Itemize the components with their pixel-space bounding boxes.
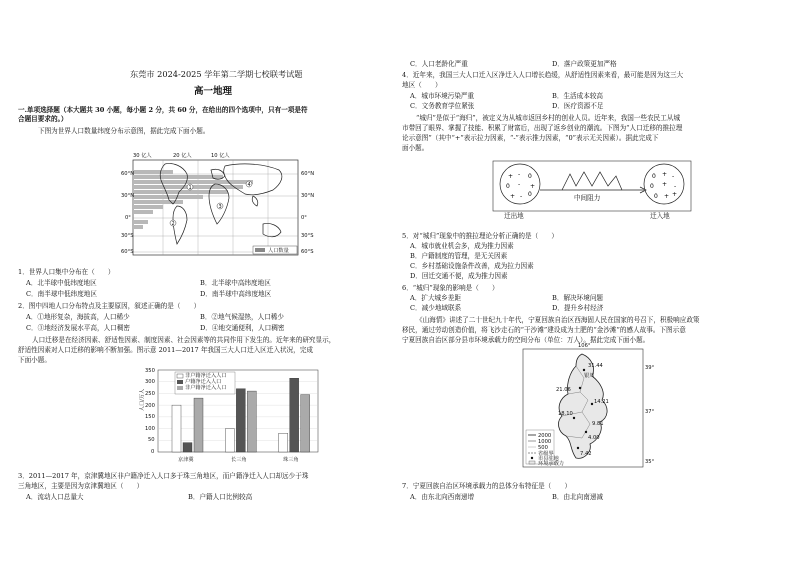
q5-option-b: B．户籍制度的管理，是无关因素 <box>410 252 508 260</box>
q6-stem: 6．“城归”现象的影响是（ ） <box>402 284 499 292</box>
rightsigns-sign-2: - <box>672 173 675 180</box>
q6-option-b: B．解决环境问题 <box>552 294 604 302</box>
q5-option-d: D．回迁交通不便，成为推力因素 <box>410 272 508 280</box>
bar-2-0 <box>279 433 288 452</box>
q5-stem: 5．对“城归”现象中的推拉理论分析正确的是（ ） <box>402 232 558 240</box>
intro4-line2: 移民，通过劳动创造价值，将飞沙走石的“干沙滩”建设成为土肥的“金沙滩”的感人故事。下图示意 <box>402 326 686 334</box>
q1-option-b: B．北半球中高纬度地区 <box>200 279 271 287</box>
lat-left-4: 30°S <box>121 233 134 239</box>
city-yinchuan: 银川 <box>584 373 595 379</box>
q2-option-d: D．④地交通便利，人口稠密 <box>200 324 285 332</box>
rightsigns-sign-1: + <box>662 171 668 178</box>
q7-option-a: A．由东北向西南递增 <box>410 493 475 501</box>
exam-title: 东莞市 2024-2025 学年第二学期七校联考试题 <box>130 69 303 79</box>
ytick-350: 350 <box>145 368 155 374</box>
legend-swatch-3 <box>177 386 183 390</box>
intro2-line3: 下面小题。 <box>18 356 51 364</box>
intro4-line1: 《山海情》讲述了二十世纪九十年代，宁夏回族自治区西海固人民在国家的号召下，积极响应政策 <box>416 316 700 324</box>
intro2-line1: 人口迁移是在经济因素、舒适性因素、制度因素、社会因素等的共同作用下发生的。近年来的研究显示， <box>32 336 336 344</box>
q6-option-a: A．扩大城乡差距 <box>410 294 461 302</box>
ytick-300: 300 <box>145 379 155 385</box>
q4-option-d: D．医疗资源不足 <box>552 102 604 110</box>
intro3-line1: “城归”是似于“海归”，被定义为从城市返回乡村的创业人员。近年来，我国一些农民工从城 <box>416 114 681 122</box>
push-pull-diagram <box>492 160 692 224</box>
map-legend: 人口数量 <box>268 248 289 254</box>
lat-right-3: 0° <box>301 215 307 221</box>
q3-stem-1: 3．2011—2017 年，京津冀地区非户籍净迁入人口多于珠三角地区，而户籍净迁入人口却远少于珠 <box>18 472 309 480</box>
q4-option-b: B．生活成本较高 <box>552 92 604 100</box>
intro4-line3: 宁夏回族自治区部分县市环境承载力的空间分布（单位：万人）。据此完成下面小题。 <box>402 336 650 344</box>
category-zsj: 珠三角 <box>283 457 299 463</box>
q3-option-b: B．户籍人口比例较高 <box>188 493 253 501</box>
ytick-100: 100 <box>145 426 155 432</box>
legend-swatch-1 <box>177 374 183 378</box>
leftsigns-sign-4: - <box>518 181 521 188</box>
intro3-line2: 市带回了眼界、掌握了技能、积累了财富后，出现了返乡创业的潮流。下图为“人口迁移的推拉理 <box>402 124 683 132</box>
origin-label: 迁出地 <box>504 212 524 220</box>
bar-2-2 <box>301 395 310 452</box>
lat-left-5: 60°S <box>121 249 134 255</box>
ningxia-map <box>522 343 662 472</box>
bar-1-0 <box>225 429 234 452</box>
leftsigns-sign-8: 0 <box>528 191 532 198</box>
bar-0-1 <box>183 443 192 452</box>
q3-option-c: C．人口老龄化严重 <box>410 60 468 68</box>
q6-option-d: D．提升乡村经济 <box>552 304 604 312</box>
value-6: 4.00 <box>588 435 600 441</box>
q5-option-c: C．乡村基础设施条件改善，成为拉力因素 <box>410 262 534 270</box>
right-column <box>402 0 782 566</box>
q1-stem: 1．世界人口集中分布在（ ） <box>18 268 115 276</box>
intro-1: 下图为世界人口数量纬度分布示意图，据此完成下面小题。 <box>38 127 210 135</box>
x-label-30: 30 亿人 <box>133 153 152 159</box>
ytick-200: 200 <box>145 403 155 409</box>
value-7: 7.42 <box>580 451 592 457</box>
leftsigns-sign-6: + <box>510 193 516 200</box>
value-1: 31.44 <box>588 363 603 369</box>
ytick-50: 50 <box>148 437 155 443</box>
ytick-0: 0 <box>151 449 155 455</box>
ytick-150: 150 <box>145 414 155 420</box>
q5-option-a: A．城市就业机会多，成为推力因素 <box>410 242 514 250</box>
lat-right-1: 60°N <box>301 171 315 177</box>
rightsigns-sign-5: - <box>674 183 677 190</box>
lat-35: 35° <box>645 459 655 465</box>
legend-500: 500 <box>538 445 548 451</box>
lat-37: 37° <box>645 409 655 415</box>
middle-resistance-label: 中间阻力 <box>574 194 601 202</box>
category-csj: 长三角 <box>231 457 247 463</box>
left-column <box>18 0 398 566</box>
leftsigns-sign-5: + <box>530 183 536 190</box>
q2-option-c: C．③地经济发展水平高，人口稠密 <box>26 324 130 332</box>
q1-option-d: D．南半球中高纬度地区 <box>200 290 272 298</box>
bar-0-2 <box>194 398 203 452</box>
intro3-line4: 面小题。 <box>402 144 429 152</box>
x-label-10: 10 亿人 <box>211 153 230 159</box>
q2-option-b: B．②地气候湿热，人口稀少 <box>200 313 284 321</box>
lat-left-3: 0° <box>125 215 131 221</box>
legend-label-2: 户籍净迁入人口 <box>185 379 222 385</box>
legend-2000: 2000 <box>538 433 552 439</box>
x-label-20: 20 亿人 <box>173 153 192 159</box>
leftsigns-sign-0: + <box>508 173 514 180</box>
section-heading-2: 合题目要求的。） <box>18 115 68 123</box>
q4-option-c: C．文务教育学位紧张 <box>410 102 475 110</box>
lat-right-5: 60°S <box>301 249 314 255</box>
bar-0-0 <box>172 405 181 452</box>
q2-option-a: A．①地形复杂，海拔高，人口稀少 <box>26 313 130 321</box>
value-4: 9.81 <box>592 421 604 427</box>
lat-39: 39° <box>645 365 655 371</box>
intro2-line2: 舒适性因素对人口迁移的影响不断加强。图示意 2011—2017 年我国三大人口迁入区迁入状况，完成 <box>18 346 313 354</box>
legend-boundary: 省级界 <box>538 451 554 457</box>
q6-option-c: C．减少地域联系 <box>410 304 462 312</box>
lat-left-1: 60°N <box>121 171 135 177</box>
lat-left-2: 30°N <box>121 193 135 199</box>
migration-bar-chart <box>133 366 323 466</box>
rightsigns-sign-0: 0 <box>652 173 656 180</box>
legend-swatch-2 <box>177 380 183 384</box>
world-population-map <box>103 140 333 265</box>
destination-label: 迁入地 <box>650 212 670 220</box>
bar-2-1 <box>290 378 299 452</box>
leftsigns-sign-2: 0 <box>528 173 532 180</box>
map-marker-4: 4 <box>247 182 251 188</box>
q3-option-a: A．流动人口总量大 <box>26 493 84 501</box>
bar-1-2 <box>247 391 256 452</box>
legend-1000: 1000 <box>538 439 552 445</box>
leftsigns-sign-3: 0 <box>506 183 510 190</box>
map-marker-3: 3 <box>218 204 222 210</box>
rightsigns-sign-4: + <box>662 181 668 188</box>
rightsigns-sign-8: + <box>672 191 678 198</box>
q1-option-a: A．北半球中低纬度地区 <box>26 279 97 287</box>
rightsigns-sign-3: 0 <box>650 183 654 190</box>
intro3-line3: 论示意图”（其中“+”表示拉力因素，“-”表示推力因素，“0”表示无关因素）。据此完成下 <box>402 134 659 142</box>
legend-capacity: 环境承载力 <box>538 461 564 467</box>
chart-ylabel: 人口/万人 <box>139 388 146 412</box>
q4-stem-2: 地区（ ） <box>402 81 442 89</box>
subject-title: 高一地理 <box>194 86 233 97</box>
bar-1-1 <box>236 389 245 452</box>
legend-county-seat: 市县驻地 <box>538 456 559 462</box>
map-marker-2: 2 <box>171 221 175 227</box>
ytick-250: 250 <box>145 391 155 397</box>
value-5: 18.10 <box>558 411 573 417</box>
bar-chart-svg <box>133 366 323 466</box>
section-heading: 一.单项选择题（本大题共 30 小题，每小题 2 分，共 60 分，在给出的四个选项中，只有一项是符 <box>18 106 308 114</box>
q4-option-a: A．城市环境污染严重 <box>410 92 475 100</box>
value-2: 14.21 <box>594 399 609 405</box>
q3-option-d: D．落户政策更加严格 <box>552 60 617 68</box>
legend-label-3: 非户籍净迁入人口 <box>185 385 227 391</box>
q3-stem-2: 三角地区，主要是因为京津冀地区（ ） <box>18 482 144 490</box>
q7-stem: 7．宁夏回族自治区环境承载力的总体分布特征是（ ） <box>402 482 572 490</box>
leftsigns-sign-7: - <box>520 193 523 200</box>
rightsigns-sign-7: + <box>664 193 670 200</box>
q2-stem: 2．图中四地人口分布特点及主要原因，叙述正确的是（ ） <box>18 302 201 310</box>
q1-option-c: C．南半球中低纬度地区 <box>26 290 97 298</box>
lat-right-2: 30°N <box>301 193 315 199</box>
lon-106: 106° <box>578 343 591 349</box>
value-3: 21.06 <box>556 387 571 393</box>
category-jjj: 京津冀 <box>178 457 194 463</box>
map-marker-1: 1 <box>188 185 192 191</box>
rightsigns-sign-6: 0 <box>654 193 658 200</box>
q4-stem: 4．近年来，我国三大人口迁入区净迁入人口增长趋缓，从舒适性因素来看，最可能是因为这三大 <box>402 71 684 79</box>
q7-option-b: B．由北向南递减 <box>552 493 604 501</box>
leftsigns-sign-1: - <box>518 171 521 178</box>
legend-label-1: 非户籍净迁入人口 <box>185 373 227 379</box>
lat-right-4: 30°S <box>301 233 314 239</box>
